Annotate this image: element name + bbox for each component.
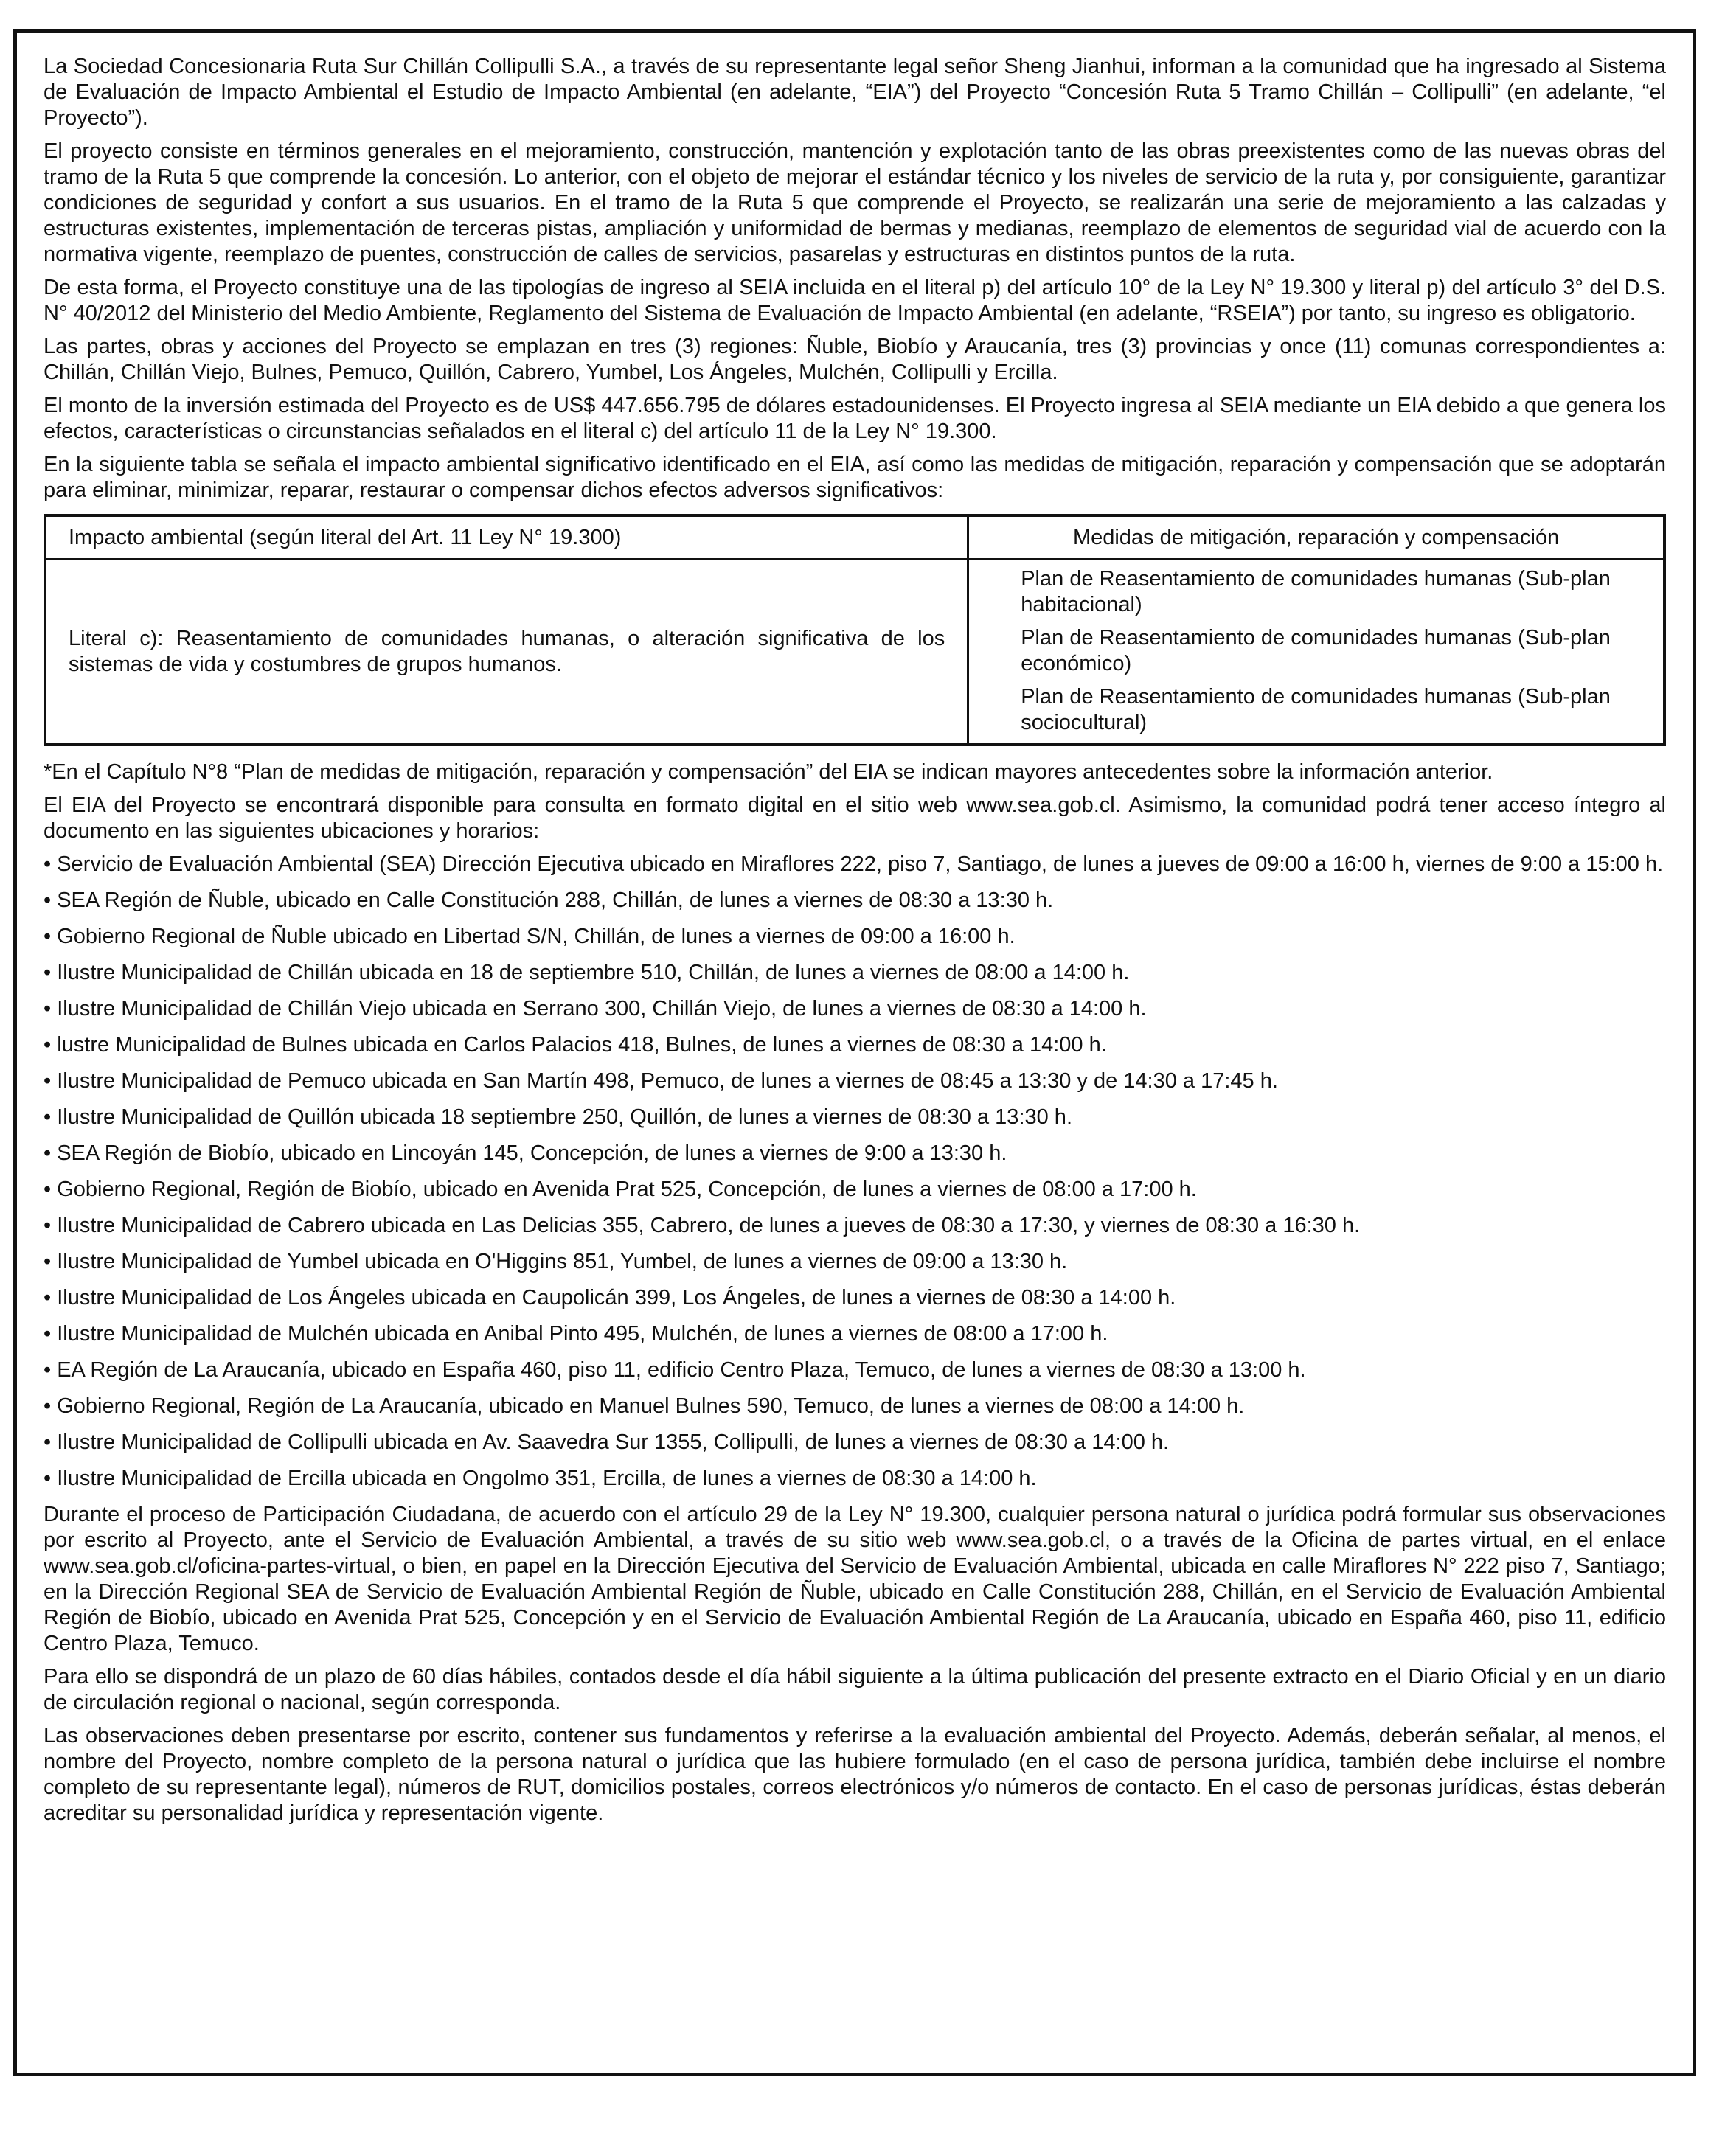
intro-paragraph-3: De esta forma, el Proyecto constituye una de las tipologías de ingreso al SEIA incluida en el literal p) del artículo 10° de la Ley N° 19.300 y literal p) del artículo 3° del D.S. N° 40/2012 del Ministerio del Medio Ambiente, Reglamento del Sistema de Evaluación de Impacto Ambiental (en adelante, “RSEIA”) por tanto, su ingreso es obligatorio. — [44, 276, 1666, 325]
location-text: Ilustre Municipalidad de Quillón ubicada 18 septiembre 250, Quillón, de lunes a viernes de 08:30 a 13:30 h. — [57, 1105, 1072, 1129]
location-text: Ilustre Municipalidad de Pemuco ubicada en San Martín 498, Pemuco, de lunes a viernes de 08:45 a 13:30 y de 14:30 a 17:45 h. — [57, 1069, 1278, 1093]
location-text: Ilustre Municipalidad de Chillán Viejo ubicada en Serrano 300, Chillán Viejo, de lunes a viernes de 08:30 a 14:00 h. — [57, 997, 1147, 1020]
intro-paragraph-1: La Sociedad Concesionaria Ruta Sur Chillán Collipulli S.A., a través de su representante legal señor Sheng Jianhui, informan a la comunidad que ha ingresado al Sistema de Evaluación de Impacto Ambiental el Estudio de Impacto Ambiental (en adelante, “EIA”) del Proyecto “Concesión Ruta 5 Tramo Chillán – Collipulli” (en adelante, “el Proyecto”). — [44, 55, 1666, 130]
location-text: SEA Región de Biobío, ubicado en Lincoyán 145, Concepción, de lunes a viernes de 9:00 a 13:30 h. — [57, 1141, 1007, 1165]
bullet-icon: • — [44, 889, 52, 912]
location-text: Ilustre Municipalidad de Cabrero ubicada en Las Delicias 355, Cabrero, de lunes a jueves de 08:30 a 17:30, y viernes de 08:30 a 16:30 h. — [57, 1214, 1361, 1237]
location-text: Ilustre Municipalidad de Chillán ubicada en 18 de septiembre 510, Chillán, de lunes a viernes de 08:00 a 14:00 h. — [57, 961, 1130, 984]
list-item — [44, 996, 1666, 1022]
measure-item: Plan de Reasentamiento de comunidades humanas (Sub-plan sociocultural) — [1021, 685, 1611, 734]
bullet-icon: • — [44, 925, 52, 948]
location-text: Ilustre Municipalidad de Ercilla ubicada en Ongolmo 351, Ercilla, de lunes a viernes de 08:30 a 14:00 h. — [57, 1467, 1037, 1490]
bullet-icon: • — [44, 1069, 52, 1093]
table-footnote: *En el Capítulo N°8 “Plan de medidas de mitigación, reparación y compensación” del EIA se indican mayores antecedentes sobre la información anterior. — [44, 760, 1493, 784]
bullet-icon: • — [44, 1105, 52, 1129]
impact-table-row — [45, 560, 1664, 745]
impact-table-header-row — [45, 515, 1664, 560]
intro-paragraph-5: El monto de la inversión estimada del Proyecto es de US$ 447.656.795 de dólares estadounidenses. El Proyecto ingresa al SEIA mediante un EIA debido a que genera los efectos, características o circunstancias señalados en el literal c) del artículo 11 de la Ley N° 19.300. — [44, 394, 1666, 443]
list-item — [44, 1430, 1666, 1456]
notice-frame — [13, 29, 1696, 2076]
location-text: Ilustre Municipalidad de Los Ángeles ubicada en Caupolicán 399, Los Ángeles, de lunes a viernes de 08:30 a 14:00 h. — [57, 1286, 1176, 1310]
list-item — [44, 1213, 1666, 1239]
list-item — [44, 1105, 1666, 1130]
location-text: Ilustre Municipalidad de Mulchén ubicada en Anibal Pinto 495, Mulchén, de lunes a viernes de 08:00 a 17:00 h. — [57, 1322, 1108, 1346]
intro-paragraph-2: El proyecto consiste en términos generales en el mejoramiento, construcción, mantención y explotación tanto de las obras preexistentes como de las nuevas obras del tramo de la Ruta 5 que comprende la concesión. Lo anterior, con el objeto de mejorar el estándar técnico y los niveles de servicio de la ruta y, por consiguiente, garantizar condiciones de seguridad y confort a sus usuarios. En el tramo de la Ruta 5 que comprende el Proyecto, se realizarán una serie de mejoramiento a las calzadas y estructuras existentes, implementación de terceras pistas, ampliación y uniformidad de bermas y medianas, reemplazo de elementos de seguridad vial de acuerdo con la normativa vigente, reemplazo de puentes, construcción de calles de servicios, pasarelas y estructuras en distintos puntos de la ruta. — [44, 139, 1666, 266]
impact-cell: Literal c): Reasentamiento de comunidades humanas, o alteración significativa de los sistemas de vida y costumbres de grupos humanos. — [45, 560, 968, 745]
bullet-icon: • — [44, 1286, 52, 1310]
list-item — [44, 924, 1666, 950]
bullet-icon: • — [44, 1467, 52, 1490]
list-item — [44, 960, 1666, 986]
measures-column-header: Medidas de mitigación, reparación y compensación — [968, 515, 1664, 560]
list-item — [44, 1141, 1666, 1166]
list-item — [44, 1394, 1666, 1419]
list-item — [44, 1249, 1666, 1275]
bullet-icon: • — [44, 1358, 52, 1382]
impact-table — [44, 514, 1666, 746]
location-text: lustre Municipalidad de Bulnes ubicada en Carlos Palacios 418, Bulnes, de lunes a viernes de 08:30 a 14:00 h. — [57, 1033, 1107, 1057]
list-item — [44, 1032, 1666, 1058]
list-item — [44, 888, 1666, 914]
bullet-icon: • — [44, 852, 52, 876]
bullet-icon: • — [44, 1250, 52, 1273]
measure-item: Plan de Reasentamiento de comunidades humanas (Sub-plan habitacional) — [1021, 567, 1611, 616]
participation-paragraph: Durante el proceso de Participación Ciudadana, de acuerdo con el artículo 29 de la Ley N° 19.300, cualquier persona natural o jurídica podrá formular sus observaciones por escrito al Proyecto, ante el Servicio de Evaluación Ambiental, a través de su sitio web www.sea.gob.cl, o a través de la Oficina de partes virtual, en el enlace www.sea.gob.cl/oficina-partes-virtual, o bien, en papel en la Dirección Ejecutiva del Servicio de Evaluación Ambiental, ubicada en calle Miraflores N° 222 piso 7, Santiago; en la Dirección Regional SEA de Servicio de Evaluación Ambiental Región de Ñuble, ubicado en Calle Constitución 288, Chillán, en el Servicio de Evaluación Ambiental Región de Biobío, ubicado en Avenida Prat 525, Concepción y en el Servicio de Evaluación Ambiental Región de La Araucanía, ubicado en España 460, piso 11, edificio Centro Plaza, Temuco. — [44, 1503, 1666, 1655]
bullet-icon: • — [44, 961, 52, 984]
bullet-icon: • — [44, 997, 52, 1020]
measures-cell — [968, 560, 1664, 745]
deadline-paragraph: Para ello se dispondrá de un plazo de 60 días hábiles, contados desde el día hábil siguiente a la última publicación del presente extracto en el Diario Oficial y en un diario de circulación regional o nacional, según corresponda. — [44, 1665, 1666, 1714]
intro-paragraph-4: Las partes, obras y acciones del Proyecto se emplazan en tres (3) regiones: Ñuble, Biobío y Araucanía, tres (3) provincias y once (11) comunas correspondientes a: Chillán, Chillán Viejo, Bulnes, Pemuco, Quillón, Cabrero, Yumbel, Los Ángeles, Mulchén, Collipulli y Ercilla. — [44, 335, 1666, 384]
location-text: Gobierno Regional, Región de La Araucanía, ubicado en Manuel Bulnes 590, Temuco, de lunes a viernes de 08:00 a 14:00 h. — [57, 1394, 1245, 1418]
bullet-icon: • — [44, 1430, 52, 1454]
location-text: Ilustre Municipalidad de Yumbel ubicada en O'Higgins 851, Yumbel, de lunes a viernes de 09:00 a 13:30 h. — [57, 1250, 1068, 1273]
bullet-icon: • — [44, 1141, 52, 1165]
list-item — [44, 852, 1666, 877]
location-text: Gobierno Regional de Ñuble ubicado en Libertad S/N, Chillán, de lunes a viernes de 09:00 a 16:00 h. — [57, 925, 1016, 948]
location-text: Servicio de Evaluación Ambiental (SEA) Dirección Ejecutiva ubicado en Miraflores 222, piso 7, Santiago, de lunes a jueves de 09:00 a 16:00 h, viernes de 9:00 a 15:00 h. — [57, 852, 1664, 876]
list-item — [44, 1321, 1666, 1347]
impact-column-header: Impacto ambiental (según literal del Art. 11 Ley N° 19.300) — [45, 515, 968, 560]
bullet-icon: • — [44, 1178, 52, 1201]
bullet-icon: • — [44, 1322, 52, 1346]
locations-list — [44, 852, 1666, 1492]
bullet-icon: • — [44, 1214, 52, 1237]
list-item — [44, 1466, 1666, 1492]
measure-item: Plan de Reasentamiento de comunidades humanas (Sub-plan económico) — [1021, 626, 1611, 675]
list-item — [44, 1285, 1666, 1311]
intro-paragraph-6: En la siguiente tabla se señala el impacto ambiental significativo identificado en el EIA, así como las medidas de mitigación, reparación y compensación que se adoptarán para eliminar, minimizar, reparar, restaurar o compensar dichos efectos adversos significativos: — [44, 453, 1666, 502]
location-text: SEA Región de Ñuble, ubicado en Calle Constitución 288, Chillán, de lunes a viernes de 08:30 a 13:30 h. — [57, 889, 1054, 912]
availability-paragraph: El EIA del Proyecto se encontrará disponible para consulta en formato digital en el sitio web www.sea.gob.cl. Asimismo, la comunidad podrá tener acceso íntegro al documento en las siguientes ubicaciones y horarios: — [44, 793, 1666, 843]
bullet-icon: • — [44, 1033, 52, 1057]
list-item — [44, 1177, 1666, 1203]
list-item — [44, 1357, 1666, 1383]
location-text: Ilustre Municipalidad de Collipulli ubicada en Av. Saavedra Sur 1355, Collipulli, de lunes a viernes de 08:30 a 14:00 h. — [57, 1430, 1170, 1454]
bullet-icon: • — [44, 1394, 52, 1418]
requirements-paragraph: Las observaciones deben presentarse por escrito, contener sus fundamentos y referirse a la evaluación ambiental del Proyecto. Además, deberán señalar, al menos, el nombre del Proyecto, nombre completo de la persona natural o jurídica que las hubiere formulado (en el caso de persona jurídica, también debe incluirse el nombre completo de su representante legal), números de RUT, domicilios postales, correos electrónicos y/o números de contacto. En el caso de personas jurídicas, éstas deberán acreditar su personalidad jurídica y representación vigente. — [44, 1724, 1666, 1825]
list-item — [44, 1068, 1666, 1094]
location-text: Gobierno Regional, Región de Biobío, ubicado en Avenida Prat 525, Concepción, de lunes a viernes de 08:00 a 17:00 h. — [57, 1178, 1197, 1201]
location-text: EA Región de La Araucanía, ubicado en España 460, piso 11, edificio Centro Plaza, Temuco, de lunes a viernes de 08:30 a 13:00 h. — [57, 1358, 1306, 1382]
